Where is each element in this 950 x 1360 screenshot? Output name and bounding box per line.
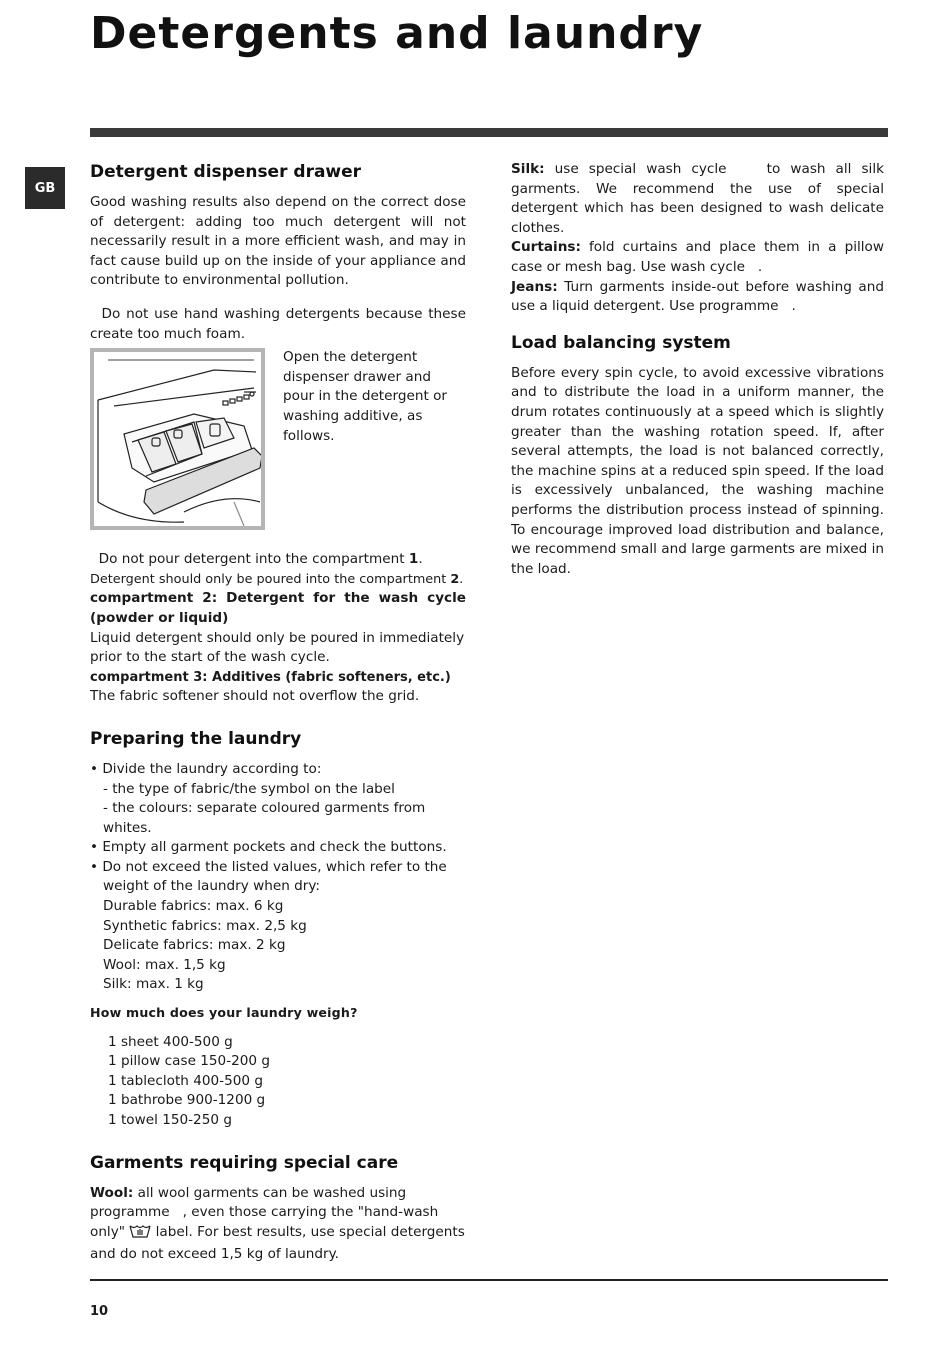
hand-wash-tub-icon bbox=[129, 1223, 151, 1246]
list-item: • Divide the laundry according to: bbox=[90, 760, 322, 777]
wool-paragraph: Wool: all wool garments can be washed using programme , even those carrying the "hand-wash only" label. For best results, use special detergents and do not exceed 1,5 kg of laundry. bbox=[90, 1184, 465, 1263]
weight-item: 1 bathrobe 900-1200 g bbox=[108, 1092, 266, 1109]
list-item: weight of the laundry when dry: bbox=[103, 878, 321, 895]
footer-rule bbox=[90, 1279, 888, 1281]
list-item: - the colours: separate coloured garments from bbox=[103, 800, 426, 817]
limit-item: Durable fabrics: max. 6 kg bbox=[103, 898, 284, 915]
right-column bbox=[511, 160, 889, 579]
weight-item: 1 sheet 400-500 g bbox=[108, 1033, 233, 1050]
left-column bbox=[90, 160, 471, 1265]
list-item: - the type of fabric/the symbol on the label bbox=[103, 780, 395, 797]
dispenser-figure-row bbox=[90, 348, 466, 530]
special-care-heading: Garments requiring special care bbox=[90, 1152, 399, 1173]
list-item: • Do not exceed the listed values, which refer to the bbox=[90, 858, 447, 875]
limit-item: Wool: max. 1,5 kg bbox=[103, 956, 226, 973]
list-item: whites. bbox=[103, 819, 152, 836]
curtains-paragraph: Curtains: fold curtains and place them in a pillow case or mesh bag. Use wash cycle . bbox=[511, 239, 889, 275]
page-number: 10 bbox=[90, 1304, 109, 1319]
compartment3-body: The fabric softener should not overflow the grid. bbox=[90, 688, 420, 705]
weights-list bbox=[90, 1033, 466, 1131]
weight-item: 1 tablecloth 400-500 g bbox=[108, 1072, 263, 1089]
compartment2-heading: compartment 2: Detergent for the wash cycle (powder or liquid) bbox=[90, 590, 466, 626]
preparing-heading: Preparing the laundry bbox=[90, 728, 302, 749]
weight-item: 1 pillow case 150-200 g bbox=[108, 1053, 271, 1070]
weight-item: 1 towel 150-250 g bbox=[108, 1112, 232, 1128]
dispenser-heading: Detergent dispenser drawer bbox=[90, 162, 362, 182]
dispenser-warning: Do not use hand washing detergents because these create too much foam. bbox=[90, 305, 471, 342]
title-rule bbox=[90, 128, 888, 137]
compartment2-note: Detergent should only be poured into the compartment 2. bbox=[90, 571, 464, 587]
limit-item: Silk: max. 1 kg bbox=[103, 976, 204, 993]
language-tab: GB bbox=[25, 167, 65, 209]
list-item: • Empty all garment pockets and check the buttons. bbox=[90, 839, 447, 856]
compartment3-heading: compartment 3: Additives (fabric softeners, etc.) bbox=[90, 669, 451, 685]
detergent-drawer-illustration bbox=[90, 348, 265, 530]
load-balancing-body: Before every spin cycle, to avoid excessive vibrations and to distribute the load in a uniform manner, the drum rotates continuously at a speed which is slightly greater than the washing rotation speed. If, after several attempts, the load is not balanced correctly, the machine spins at a reduced spin speed. If the load is excessively unbalanced, the washing machine performs the distribution process instead of spinning. To encourage improved load distribution and balance, we recommend small and large garments are mixed in the load. bbox=[511, 364, 884, 577]
jeans-paragraph: Jeans: Turn garments inside-out before washing and use a liquid detergent. Use programme . bbox=[511, 278, 889, 315]
compartment2-body: Liquid detergent should only be poured in immediately prior to the start of the wash cycle. bbox=[90, 629, 465, 666]
limit-item: Delicate fabrics: max. 2 kg bbox=[103, 937, 286, 954]
page-title: Detergents and laundry bbox=[90, 8, 704, 59]
limit-item: Synthetic fabrics: max. 2,5 kg bbox=[103, 917, 307, 934]
figure-caption: Open the detergent dispenser drawer and pour in the detergent or washing additive, as follows. bbox=[283, 349, 448, 444]
weigh-heading: How much does your laundry weigh? bbox=[90, 1005, 358, 1021]
load-balancing-heading: Load balancing system bbox=[511, 332, 731, 353]
preparing-list bbox=[90, 760, 466, 995]
silk-paragraph: Silk: use special wash cycle to wash all silk garments. We recommend the use of special detergent which has been designed to wash delicate clothes. bbox=[511, 161, 889, 236]
compartment1-note: Do not pour detergent into the compartment 1. bbox=[90, 551, 423, 568]
dispenser-intro: Good washing results also depend on the correct dose of detergent: adding too much detergent will not necessarily result in a more efficient wash, and may in fact cause build up on the inside of your appliance and contribute to environmental pollution. bbox=[90, 194, 466, 289]
